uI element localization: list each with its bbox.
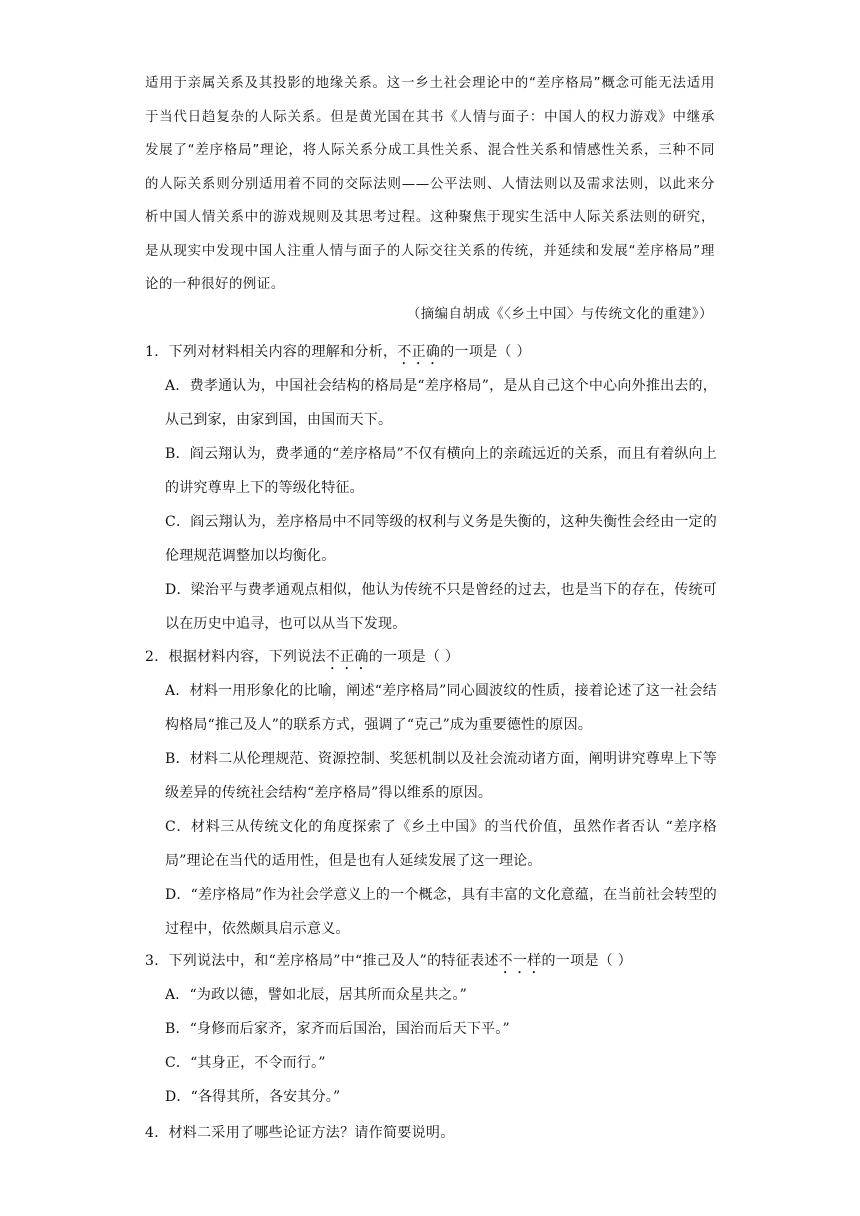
question-2-stem-post: 的一项是（ ）: [368, 649, 460, 665]
question-2-emphasis: 不正确: [325, 649, 369, 665]
passage-paragraph: 适用于亲属关系及其投影的地缘关系。这一乡土社会理论中的“差序格局”概念可能无法适用于当代日趋复杂的人际关系。但是黄光国在其书《人情与面子：中国人的权力游戏》中继承发展了“差序格局”理论，将人际关系分成工具性关系、混合性关系和情感性关系，三种不同的人际关系则分别适用着不同的交际法则——公平法则、人情法则以及需求法则，以此来分析中国人情关系中的游戏规则及其思考过程。这种聚焦于现实生活中人际关系法则的研究，是从现实中发现中国人注重人情与面子的人际交往关系的传统，并延续和发展“差序格局”理论的一种很好的例证。: [145, 76, 715, 292]
question-3-option-b: B．“身修而后家齐，家齐而后国治，国治而后天下平。”: [165, 1021, 510, 1037]
passage-excerpt: [145, 67, 715, 302]
question-3-option-d: D．“各得其所，各安其分。”: [165, 1089, 341, 1105]
question-1-emphasis: 不正确: [397, 344, 441, 360]
question-2-stem: [145, 646, 459, 673]
question-2-option-b: B．材料二从伦理规范、资源控制、奖惩机制以及社会流动诸方面，阐明讲究尊卑上下等级差异的传统社会结构“差序格局”得以维系的原因。: [165, 751, 717, 801]
question-3-emphasis: 不一样: [498, 953, 542, 969]
question-1-stem-post: 的一项是（ ）: [440, 344, 531, 360]
question-3-stem: [145, 950, 632, 977]
question-2-stem-pre: 2．根据材料内容，下列说法: [145, 649, 326, 665]
question-1-option-a: A．费孝通认为，中国社会结构的格局是“差序格局”，是从自己这个中心向外推出去的，从己到家，由家到国，由国而天下。: [165, 378, 717, 428]
question-2-option-d: D．“差序格局”作为社会学意义上的一个概念，具有丰富的文化意蕴，在当前社会转型的过程中，依然颇具启示意义。: [165, 887, 717, 937]
question-3-option-c: C．“其身正，不令而行。”: [165, 1055, 326, 1071]
question-4-stem: [145, 1122, 455, 1142]
question-1-stem-pre: 1．下列对材料相关内容的理解和分析，: [145, 344, 398, 360]
question-3-stem-pre: 3．下列说法中，和“差序格局”中“推己及人”的特征表述: [145, 953, 499, 969]
question-2-option-c: C．材料三从传统文化的角度探索了《乡土中国》的当代价值，虽然作者否认 “差序格局”理论在当代的适用性，但是也有人延续发展了这一理论。: [165, 819, 717, 869]
question-3-option-a: A．“为政以德，譬如北辰，居其所而众星共之。”: [165, 987, 468, 1003]
question-1-option-d: D．梁治平与费孝通观点相似，他认为传统不只是曾经的过去，也是当下的存在，传统可以在历史中追寻，也可以从当下发现。: [165, 582, 717, 632]
question-2-option-a: A．材料一用形象化的比喻，阐述“差序格局”同心圆波纹的性质，接着论述了这一社会结构格局“推己及人”的联系方式，强调了“克己”成为重要德性的原因。: [165, 683, 717, 733]
question-3-stem-post: 的一项是（ ）: [541, 953, 633, 969]
question-1-option-c: C．阎云翔认为，差序格局中不同等级的权利与义务是失衡的，这种失衡性会经由一定的伦理规范调整加以均衡化。: [165, 514, 717, 564]
question-1-option-b: B．阎云翔认为，费孝通的“差序格局”不仅有横向上的亲疏远近的关系，而且有着纵向上的讲究尊卑上下的等级化特征。: [165, 446, 717, 496]
question-1-stem: [145, 341, 531, 368]
passage-source: （摘编自胡成《〈乡土中国〉与传统文化的重建》）: [406, 307, 713, 322]
question-4-stem-pre: 4．材料二采用了哪些论证方法？请作简要说明。: [145, 1125, 455, 1141]
